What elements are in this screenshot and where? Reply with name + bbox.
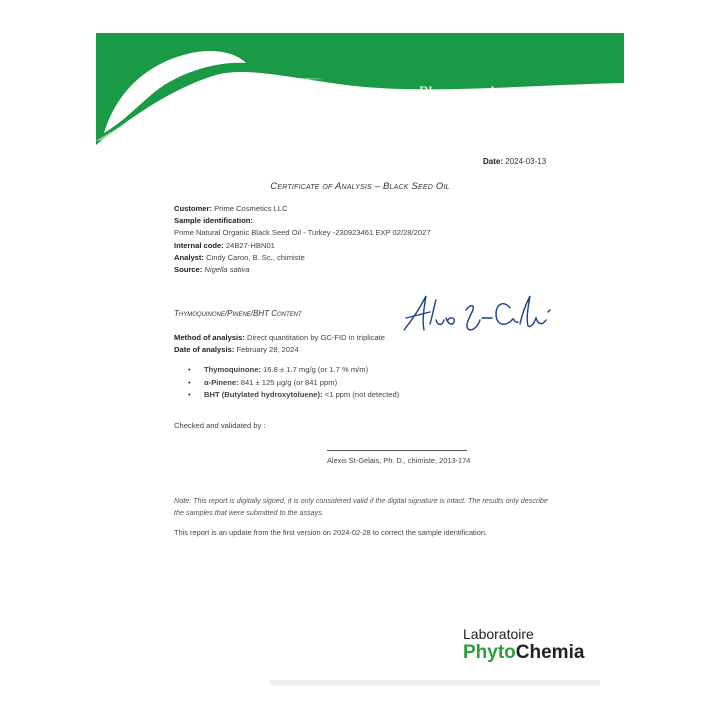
report-note: Note: This report is digitally signed, it is only considered valid if the digital signature is intact. The results only describe the samples that were submitted to the assays. xyxy=(174,496,548,517)
document-title: Certificate of Analysis – Black Seed Oil xyxy=(270,181,450,192)
header-banner xyxy=(96,33,684,145)
method-value: Direct quantitation by GC-FID in triplicate xyxy=(247,333,386,342)
customer-value: Prime Cosmetics LLC xyxy=(214,204,288,213)
signature-line xyxy=(327,450,467,451)
sample-label: Sample identification: xyxy=(174,216,253,226)
internal-code-value: 24B27-HBN01 xyxy=(225,240,275,250)
analysis-date-value: February 28, 2024 xyxy=(236,345,299,355)
customer-label: Customer: xyxy=(174,204,212,213)
date-label: Date: xyxy=(483,157,504,166)
result-item xyxy=(188,364,399,377)
internal-code-label: Internal code: xyxy=(174,240,224,250)
logo-line1: Laboratoire xyxy=(463,626,534,642)
sample-info xyxy=(174,203,431,276)
sample-value: Prime Natural Organic Black Seed Oil - Turkey -230923461 EXP 02/28/2027 xyxy=(174,228,431,238)
signer-name: Alexis St-Gelais, Ph. D., chimiste, 2013-174 xyxy=(327,456,471,465)
result-name: BHT (Butylated hydroxytoluene): xyxy=(204,390,323,400)
result-item xyxy=(188,389,399,402)
result-name: α-Pinene: xyxy=(204,377,239,387)
analyst-label: Analyst: xyxy=(174,252,204,262)
date-value: 2024-03-13 xyxy=(505,157,547,166)
header-tagline: Plus que des analyses... des conseils xyxy=(418,85,684,101)
phytochemia-logo xyxy=(463,626,584,664)
source-label: Source: xyxy=(174,265,203,275)
update-notice: This report is an update from the first version on 2024-02-28 to correct the sample identification. xyxy=(174,528,488,537)
logo-part1: Phyto xyxy=(463,642,516,663)
result-name: Thymoquinone: xyxy=(204,365,261,374)
analysis-date-label: Date of analysis: xyxy=(174,345,235,355)
result-value: <1 ppm (not detected) xyxy=(324,390,400,400)
results-list xyxy=(188,364,399,402)
footer-divider xyxy=(270,680,600,686)
logo-part2: Chemia xyxy=(515,642,585,663)
checked-by-text: Checked and validated by : xyxy=(174,421,266,430)
result-value: 16.8 ± 1.7 mg/g (or 1.7 % m/m) xyxy=(263,365,369,374)
section-title: Thymoquinone/Pinene/BHT Content xyxy=(174,309,302,318)
result-value: 841 ± 125 µg/g (or 841 ppm) xyxy=(240,377,338,387)
result-item xyxy=(188,377,399,390)
method-info xyxy=(174,332,385,356)
analyst-value: Cindy Caron, B. Sc., chimiste xyxy=(206,252,305,262)
source-value: Nigella sativa xyxy=(204,265,250,275)
handwritten-signature xyxy=(400,290,560,340)
report-date xyxy=(483,157,546,166)
method-label: Method of analysis: xyxy=(174,333,245,342)
